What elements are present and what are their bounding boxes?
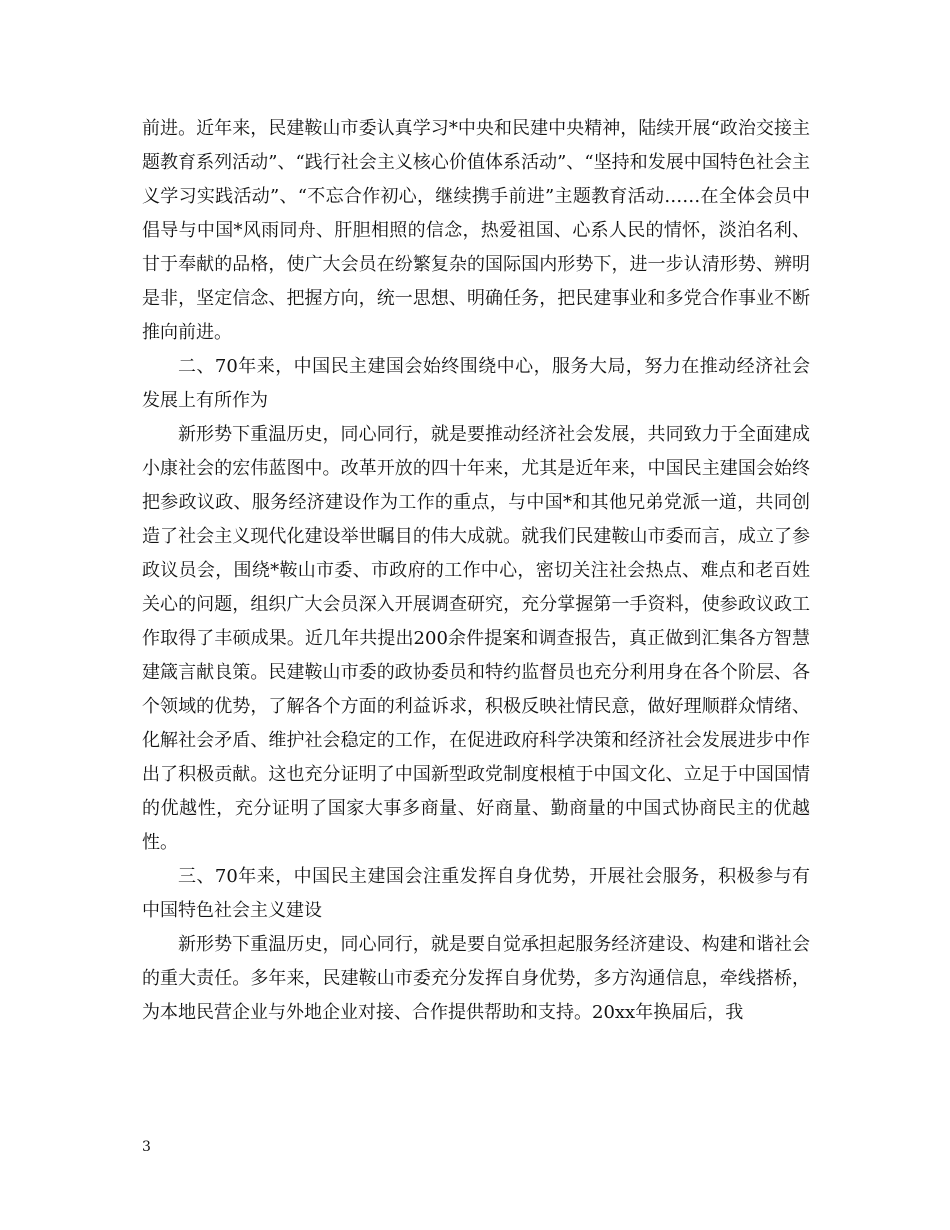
page-number: 3: [142, 1139, 151, 1155]
paragraph-section-three: 新形势下重温历史，同心同行，就是要自觉承担起服务经济建设、构建和谐社会的重大责任。多年来，民建鞍山市委充分发挥自身优势，多方沟通信息，牵线搭桥，为本地民营企业与外地企业对接、合作提供帮助和支持。20xx年换届后，我: [142, 934, 810, 1023]
section-heading-three: 三、70年来，中国民主建国会注重发挥自身优势，开展社会服务，积极参与有中国特色社会主义建设: [142, 866, 810, 921]
document-body: [142, 112, 810, 1030]
section-heading-two: 二、70年来，中国民主建国会始终围绕中心，服务大局，努力在推动经济社会发展上有所作为: [142, 356, 810, 411]
paragraph-section-two: 新形势下重温历史，同心同行，就是要推动经济社会发展，共同致力于全面建成小康社会的宏伟蓝图中。改革开放的四十年来，尤其是近年来，中国民主建国会始终把参政议政、服务经济建设作为工作的重点，与中国*和其他兄弟党派一道，共同创造了社会主义现代化建设举世瞩目的伟大成就。就我们民建鞍山市委而言，成立了参政议员会，围绕*鞍山市委、市政府的工作中心，密切关注社会热点、难点和老百姓关心的问题，组织广大会员深入开展调查研究，充分掌握第一手资料，使参政议政工作取得了丰硕成果。近几年共提出200余件提案和调查报告，真正做到汇集各方智慧建箴言献良策。民建鞍山市委的政协委员和特约监督员也充分利用身在各个阶层、各个领域的优势，了解各个方面的利益诉求，积极反映社情民意，做好理顺群众情绪、化解社会矛盾、维护社会稳定的工作，在促进政府科学决策和经济社会发展进步中作出了积极贡献。这也充分证明了中国新型政党制度根植于中国文化、立足于中国国情的优越性，充分证明了国家大事多商量、好商量、勤商量的中国式协商民主的优越性。: [142, 424, 810, 853]
paragraph-continuation: 前进。近年来，民建鞍山市委认真学习*中央和民建中央精神，陆续开展“政治交接主题教育系列活动”、“践行社会主义核心价值体系活动”、“坚持和发展中国特色社会主义学习实践活动”、“不忘合作初心，继续携手前进”主题教育活动……在全体会员中倡导与中国*风雨同舟、肝胆相照的信念，热爱祖国、心系人民的情怀，淡泊名利、甘于奉献的品格，使广大会员在纷繁复杂的国际国内形势下，进一步认清形势、辨明是非，坚定信念、把握方向，统一思想、明确任务，把民建事业和多党合作事业不断推向前进。: [142, 118, 810, 343]
